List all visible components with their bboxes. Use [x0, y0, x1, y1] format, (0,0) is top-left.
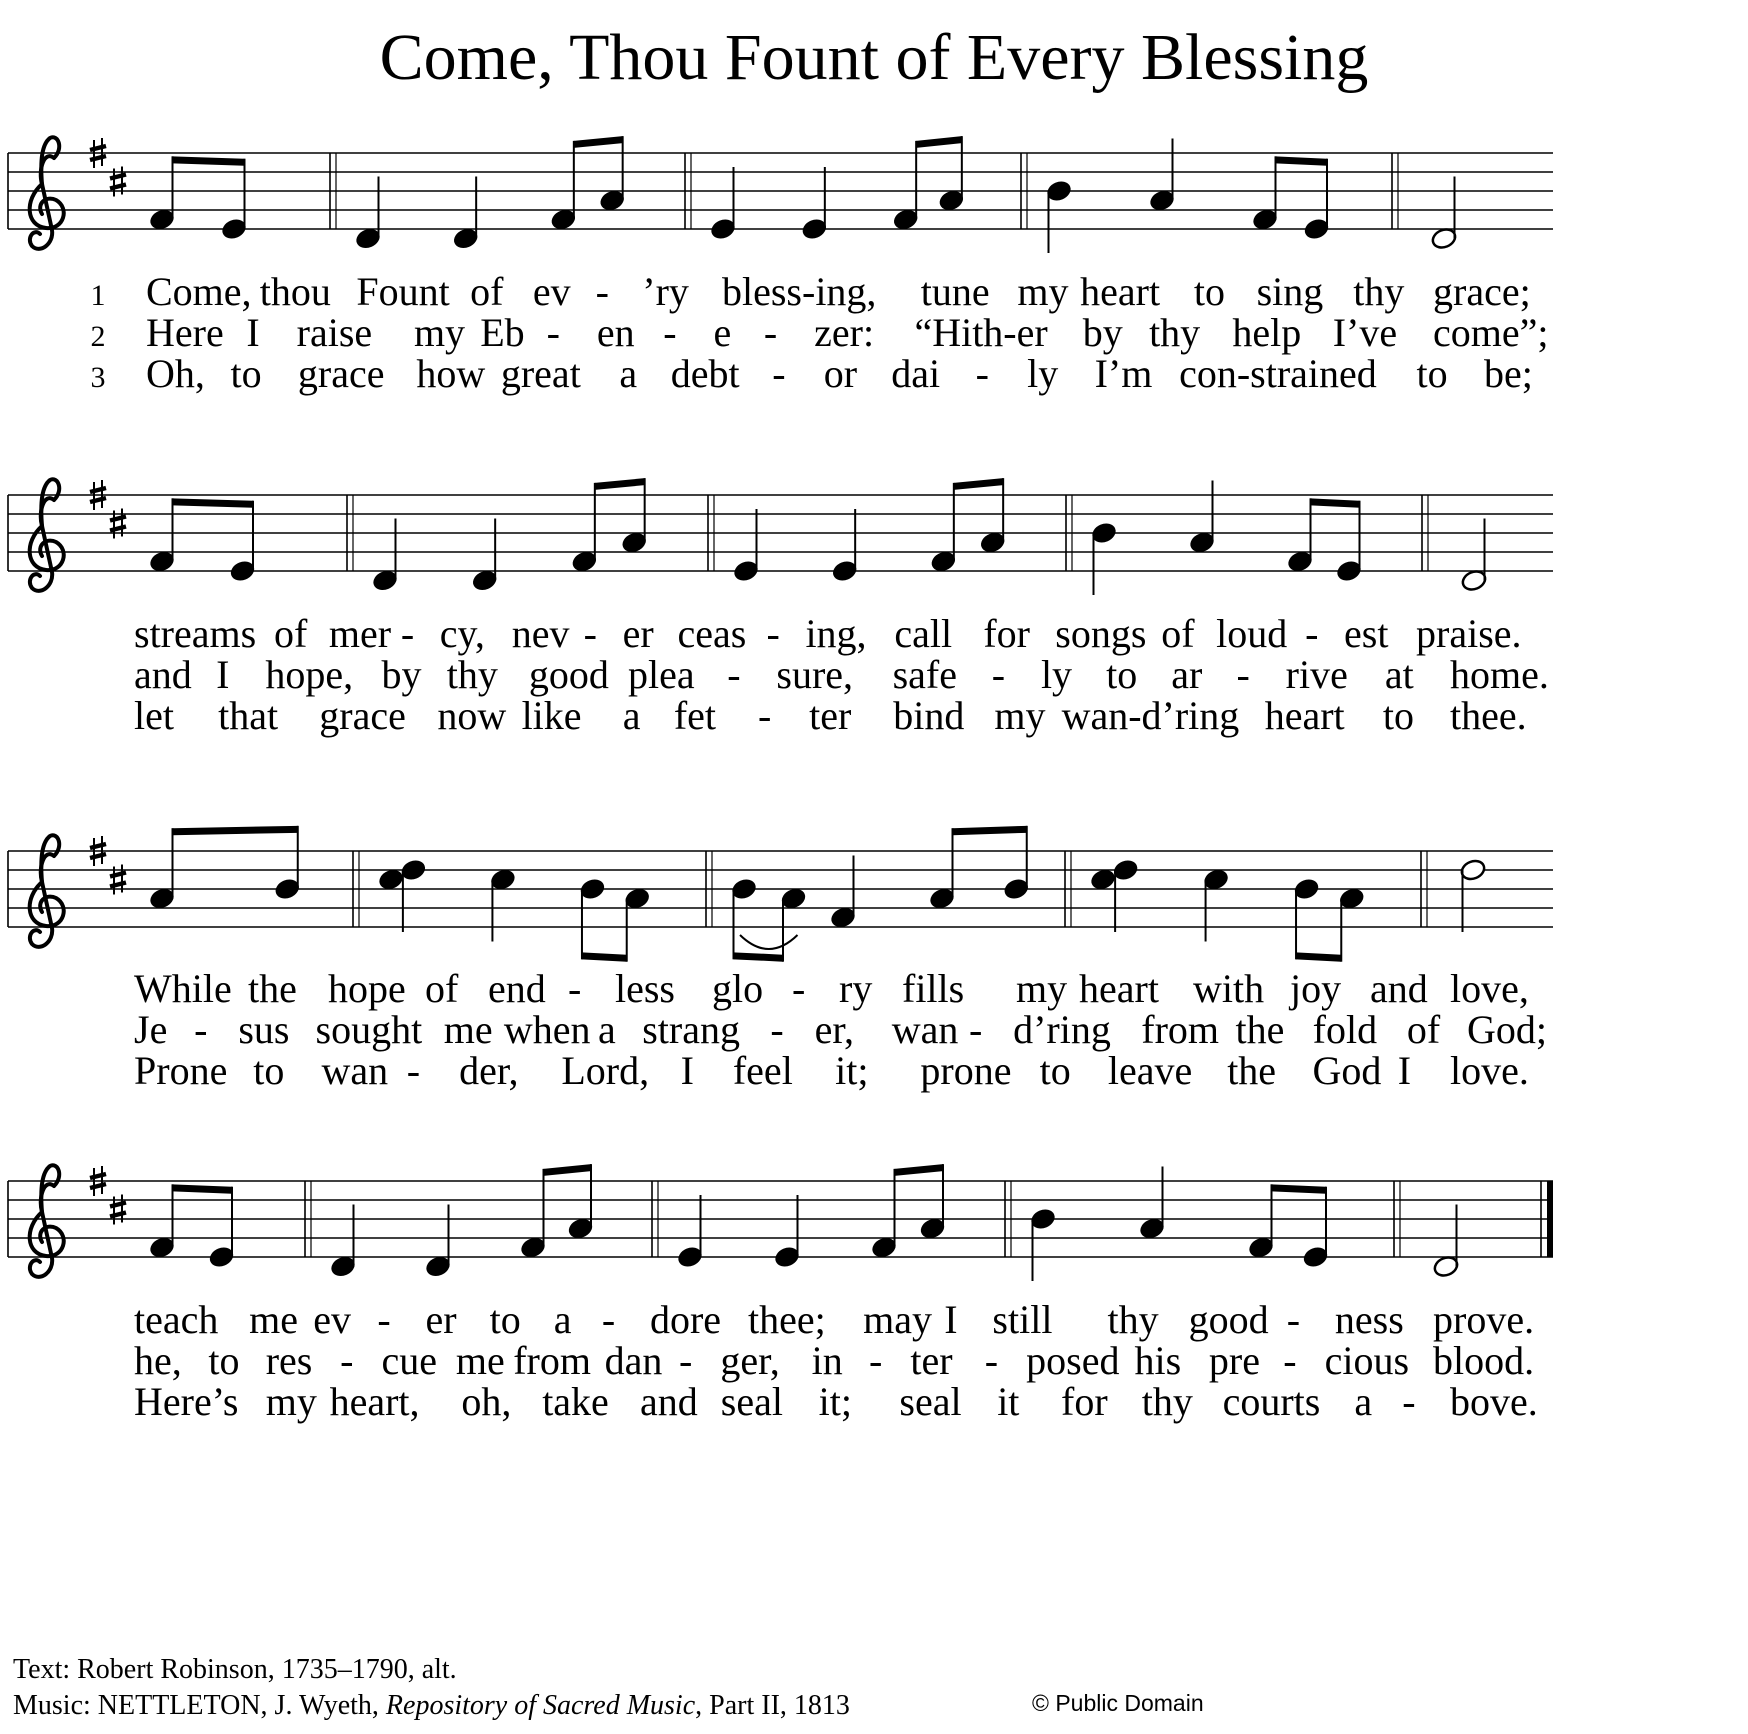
lyric-syllable: at: [1384, 652, 1414, 697]
lyric-syllable: by: [381, 652, 422, 697]
lyric-syllable: mer: [328, 611, 392, 656]
lyric-syllable: courts: [1222, 1379, 1321, 1424]
lyric-syllable: me: [443, 1007, 493, 1052]
lyric-syllable: and: [640, 1379, 698, 1424]
lyric-syllable: ev: [313, 1297, 352, 1342]
lyric-syllable: of: [425, 966, 459, 1011]
lyric-syllable: may: [863, 1297, 933, 1342]
lyric-syllable: -: [766, 611, 780, 656]
lyric-syllable: my: [1016, 966, 1068, 1011]
lyric-syllable: heart,: [329, 1379, 420, 1424]
lyric-syllable: bind: [893, 693, 965, 738]
lyric-syllable: come”;: [1433, 310, 1549, 355]
treble-clef-icon: [30, 137, 64, 249]
sharp-icon: [110, 167, 126, 197]
lyric-syllable: fold: [1312, 1007, 1378, 1052]
lyric-syllable: the: [248, 966, 297, 1011]
lyric-syllable: ter: [809, 693, 852, 738]
beam: [173, 156, 245, 165]
lyric-syllable: home.: [1450, 652, 1549, 697]
note-head: [377, 867, 405, 891]
treble-clef-icon: [30, 835, 64, 947]
lyric-syllable: leave: [1107, 1048, 1193, 1093]
lyric-syllable: prone: [920, 1048, 1012, 1093]
lyric-syllable: bless-ing,: [722, 269, 877, 314]
lyric-syllable: help: [1232, 310, 1302, 355]
beam: [734, 952, 784, 961]
beam: [595, 478, 645, 490]
lyric-syllable: less: [615, 966, 675, 1011]
lyric-syllable: ness: [1334, 1297, 1404, 1342]
lyric-syllable: ly: [1040, 652, 1073, 697]
lyric-syllable: thy: [1353, 269, 1405, 314]
music-source: Repository of Sacred Music: [385, 1690, 696, 1721]
hymn-title: Come, Thou Fount of Every Blessing: [379, 21, 1369, 94]
lyric-syllable: plea: [628, 652, 695, 697]
lyric-syllable: feel: [732, 1048, 793, 1093]
lyric-syllable: to: [253, 1048, 285, 1093]
lyric-syllable: seal: [899, 1379, 962, 1424]
lyric-syllable: a: [598, 1007, 616, 1052]
lyric-syllable: -: [1236, 652, 1250, 697]
lyric-syllable: I: [680, 1048, 694, 1093]
music-credit: [13, 1688, 850, 1724]
lyric-syllable: -: [1283, 1338, 1297, 1383]
lyric-syllable: dore: [649, 1297, 722, 1342]
lyric-syllable: and: [134, 652, 192, 697]
lyric-syllable: praise.: [1416, 611, 1522, 656]
beam: [1276, 156, 1328, 165]
lyric-syllable: -: [400, 611, 415, 656]
lyric-syllable: wan-d’ring: [1061, 693, 1240, 738]
lyric-syllable: be;: [1484, 351, 1533, 396]
lyric-syllable: in: [811, 1338, 843, 1383]
lyric-syllable: my: [994, 693, 1046, 738]
verse-number: 3: [90, 361, 106, 394]
lyric-syllable: fet: [673, 693, 717, 738]
verse-number: 2: [90, 320, 106, 353]
lyric-syllable: -: [595, 269, 609, 314]
lyric-syllable: from: [513, 1338, 591, 1383]
lyric-syllable: er: [425, 1297, 457, 1342]
lyric-syllable: nev: [511, 611, 570, 656]
lyric-syllable: of: [1406, 1007, 1441, 1052]
beam: [1296, 952, 1341, 961]
lyric-syllable: when: [503, 1007, 591, 1052]
lyric-syllable: While: [134, 966, 232, 1011]
lyric-syllable: thy: [1107, 1297, 1159, 1342]
lyric-syllable: cue: [381, 1338, 437, 1383]
lyric-syllable: oh,: [461, 1379, 512, 1424]
lyric-syllable: it: [997, 1379, 1020, 1424]
lyric-syllable: -: [772, 351, 786, 396]
lyric-syllable: of: [273, 611, 308, 656]
lyric-syllable: to: [1382, 693, 1414, 738]
lyric-syllable: to: [1416, 351, 1448, 396]
lyric-syllable: how: [416, 351, 486, 396]
treble-clef-icon: [30, 479, 64, 591]
lyric-syllable: -: [568, 966, 582, 1011]
lyric-syllable: a: [1354, 1379, 1373, 1424]
lyric-syllable: Eb: [480, 310, 525, 355]
lyric-syllable: -: [758, 693, 772, 738]
lyric-syllable: wan: [321, 1048, 389, 1093]
lyric-syllable: heart: [1080, 269, 1161, 314]
lyric-syllable: zer:: [814, 310, 875, 355]
lyric-syllable: Prone: [134, 1048, 228, 1093]
lyric-syllable: -: [792, 966, 806, 1011]
lyric-syllable: thee.: [1450, 693, 1527, 738]
lyric-syllable: good: [1188, 1297, 1269, 1342]
music-credit-prefix: Music: NETTLETON, J. Wyeth,: [13, 1690, 386, 1721]
lyric-syllable: strang: [642, 1007, 741, 1052]
lyric-syllable: songs: [1055, 611, 1147, 656]
music-credit-suffix: , Part II, 1813: [695, 1690, 850, 1721]
lyric-syllable: I: [944, 1297, 958, 1342]
lyric-syllable: I: [246, 310, 260, 355]
lyric-syllable: teach: [134, 1297, 219, 1342]
lyric-syllable: heart: [1264, 693, 1345, 738]
lyric-syllable: thy: [446, 652, 498, 697]
lyric-syllable: I: [1397, 1048, 1412, 1093]
lyric-syllable: I’m: [1094, 351, 1153, 396]
lyric-syllable: take: [542, 1379, 609, 1424]
lyric-syllable: love.: [1450, 1048, 1529, 1093]
lyric-syllable: est: [1344, 611, 1389, 656]
lyric-syllable: -: [763, 310, 778, 355]
lyric-syllable: ev: [532, 269, 571, 314]
lyric-syllable: the: [1227, 1048, 1277, 1093]
lyric-syllable: God: [1312, 1048, 1382, 1093]
lyric-syllable: ’ry: [642, 269, 689, 314]
lyric-syllable: good: [528, 652, 609, 697]
lyric-syllable: now: [437, 693, 507, 738]
lyric-syllable: he,: [134, 1338, 182, 1383]
lyric-syllable: the: [1235, 1007, 1285, 1052]
lyric-syllable: Je: [134, 1007, 168, 1052]
beam: [916, 136, 962, 148]
lyric-syllable: -: [406, 1048, 421, 1093]
lyric-syllable: con-strained: [1179, 351, 1377, 396]
lyric-syllable: ceas: [677, 611, 747, 656]
lyric-syllable: cious: [1324, 1338, 1410, 1383]
lyric-syllable: fills: [902, 966, 965, 1011]
lyric-syllable: God;: [1467, 1007, 1547, 1052]
lyric-syllable: blood.: [1433, 1338, 1535, 1383]
final-barline: [1547, 1181, 1553, 1257]
lyric-syllable: loud: [1216, 611, 1288, 656]
lyric-syllable: to: [230, 351, 262, 396]
lyric-syllable: “Hith-er: [914, 310, 1048, 355]
lyric-syllable: -: [869, 1338, 883, 1383]
lyric-syllable: still: [992, 1297, 1053, 1342]
lyric-syllable: or: [823, 351, 858, 396]
lyric-syllable: to: [1106, 652, 1138, 697]
lyric-syllable: Come,: [146, 269, 252, 314]
lyric-syllable: debt: [670, 351, 740, 396]
beam: [1311, 498, 1360, 507]
lyric-syllable: raise: [296, 310, 373, 355]
lyric-syllable: res: [265, 1338, 313, 1383]
beam: [953, 826, 1027, 835]
lyric-syllable: joy: [1290, 966, 1342, 1011]
credits: [13, 1652, 850, 1724]
lyric-syllable: thee;: [748, 1297, 826, 1342]
lyric-syllable: with: [1193, 966, 1265, 1011]
lyric-syllable: I: [216, 652, 230, 697]
lyric-syllable: grace: [297, 351, 385, 396]
lyric-syllable: I’ve: [1332, 310, 1398, 355]
lyric-syllable: my: [265, 1379, 317, 1424]
lyric-syllable: ter: [910, 1338, 953, 1383]
lyric-syllable: -: [663, 310, 677, 355]
lyric-syllable: ar: [1171, 652, 1203, 697]
lyric-syllable: that: [218, 693, 279, 738]
lyric-syllable: thou: [259, 269, 331, 314]
lyric-syllable: a: [553, 1297, 572, 1342]
lyric-syllable: streams: [134, 611, 257, 656]
lyric-syllable: rive: [1285, 652, 1348, 697]
lyric-syllable: me: [249, 1297, 298, 1342]
lyric-syllable: call: [894, 611, 953, 656]
slur: [740, 935, 798, 949]
lyric-syllable: to: [1039, 1048, 1071, 1093]
lyric-syllable: his: [1134, 1338, 1182, 1383]
lyric-syllable: ry: [839, 966, 873, 1011]
lyric-syllable: -: [1305, 611, 1319, 656]
lyric-syllable: thy: [1141, 1379, 1193, 1424]
lyric-syllable: hope: [328, 966, 406, 1011]
lyric-syllable: to: [489, 1297, 521, 1342]
lyric-syllable: Oh,: [146, 351, 205, 396]
lyric-syllable: pre: [1208, 1338, 1260, 1383]
lyric-syllable: a: [619, 351, 638, 396]
lyric-syllable: by: [1082, 310, 1123, 355]
text-credit: Text: Robert Robinson, 1735–1790, alt.: [13, 1654, 457, 1685]
staff-system: [8, 1164, 1553, 1424]
lyric-syllable: sing: [1256, 269, 1324, 314]
lyric-syllable: en: [596, 310, 635, 355]
lyric-syllable: -: [340, 1338, 354, 1383]
lyric-syllable: seal: [720, 1379, 783, 1424]
lyric-syllable: dai: [891, 351, 941, 396]
lyric-syllable: -: [991, 652, 1006, 697]
sharp-icon: [110, 1195, 126, 1225]
lyric-syllable: -: [1402, 1379, 1416, 1424]
lyric-syllable: of: [1161, 611, 1195, 656]
lyric-syllable: wan: [891, 1007, 959, 1052]
lyric-syllable: thy: [1149, 310, 1201, 355]
lyric-syllable: ing,: [805, 611, 867, 656]
beam: [954, 478, 1003, 490]
lyric-syllable: it;: [818, 1379, 852, 1424]
lyric-syllable: -: [678, 1338, 693, 1383]
lyric-syllable: bove.: [1450, 1379, 1538, 1424]
staff-system: [8, 136, 1553, 396]
lyric-syllable: er: [622, 611, 654, 656]
lyric-syllable: Here: [146, 310, 224, 355]
copyright-notice: © Public Domain: [1032, 1690, 1204, 1716]
lyric-syllable: like: [521, 693, 582, 738]
lyric-syllable: my: [1017, 269, 1069, 314]
lyric-syllable: love,: [1450, 966, 1529, 1011]
lyric-syllable: me: [455, 1338, 505, 1383]
lyric-syllable: Here’s: [134, 1379, 239, 1424]
beam: [173, 826, 298, 835]
lyric-syllable: and: [1370, 966, 1428, 1011]
lyric-syllable: from: [1141, 1007, 1220, 1052]
lyric-syllable: great: [500, 351, 581, 396]
lyric-syllable: end: [488, 966, 546, 1011]
lyric-syllable: posed: [1026, 1338, 1120, 1383]
lyric-syllable: -: [546, 310, 560, 355]
staff-system: [8, 826, 1553, 1093]
lyric-syllable: er,: [814, 1007, 855, 1052]
lyric-syllable: heart: [1079, 966, 1159, 1011]
lyric-syllable: it;: [835, 1048, 869, 1093]
beam: [1272, 1184, 1327, 1193]
lyric-syllable: dan: [604, 1338, 663, 1383]
lyric-syllable: d’ring: [1013, 1007, 1111, 1052]
beam: [173, 1184, 233, 1193]
sharp-icon: [110, 509, 126, 539]
verse-number: 1: [90, 279, 106, 312]
lyric-syllable: -: [583, 611, 597, 656]
lyric-syllable: -: [727, 652, 741, 697]
lyric-syllable: glo: [712, 966, 764, 1011]
lyric-syllable: sought: [315, 1007, 423, 1052]
staff-system: [8, 478, 1553, 738]
lyric-syllable: -: [377, 1297, 391, 1342]
beam: [582, 952, 627, 961]
lyric-syllable: -: [601, 1297, 616, 1342]
lyric-syllable: der,: [459, 1048, 519, 1093]
treble-clef-icon: [30, 1165, 64, 1277]
lyric-syllable: to: [208, 1338, 240, 1383]
note-head: [1089, 867, 1117, 891]
lyric-syllable: -: [984, 1338, 999, 1383]
beam: [895, 1164, 944, 1176]
lyric-syllable: -: [770, 1007, 784, 1052]
lyric-syllable: grace;: [1433, 269, 1531, 314]
lyric-syllable: ger,: [720, 1338, 780, 1383]
lyric-syllable: Fount: [356, 269, 450, 314]
lyric-syllable: let: [134, 693, 174, 738]
lyric-syllable: tune: [920, 269, 990, 314]
lyric-syllable: -: [1286, 1297, 1301, 1342]
lyric-syllable: sus: [238, 1007, 290, 1052]
beam: [544, 1164, 592, 1176]
lyric-syllable: prove.: [1433, 1297, 1535, 1342]
lyric-syllable: for: [1061, 1379, 1108, 1424]
lyric-syllable: e: [713, 310, 732, 355]
beam: [574, 136, 623, 148]
beam: [173, 498, 254, 507]
lyric-syllable: grace: [319, 693, 406, 738]
lyric-syllable: of: [470, 269, 504, 314]
lyric-syllable: sure,: [776, 652, 854, 697]
lyric-syllable: hope,: [265, 652, 354, 697]
lyric-syllable: -: [194, 1007, 208, 1052]
lyric-syllable: Lord,: [561, 1048, 650, 1093]
lyric-syllable: my: [413, 310, 466, 355]
lyric-syllable: ly: [1027, 351, 1059, 396]
lyric-syllable: to: [1193, 269, 1225, 314]
lyric-syllable: safe: [892, 652, 957, 697]
sharp-icon: [110, 865, 126, 895]
lyric-syllable: for: [983, 611, 1030, 656]
lyric-syllable: -: [975, 351, 989, 396]
lyric-syllable: a: [622, 693, 641, 738]
lyric-syllable: -: [968, 1007, 983, 1052]
lyric-syllable: cy,: [439, 611, 485, 656]
